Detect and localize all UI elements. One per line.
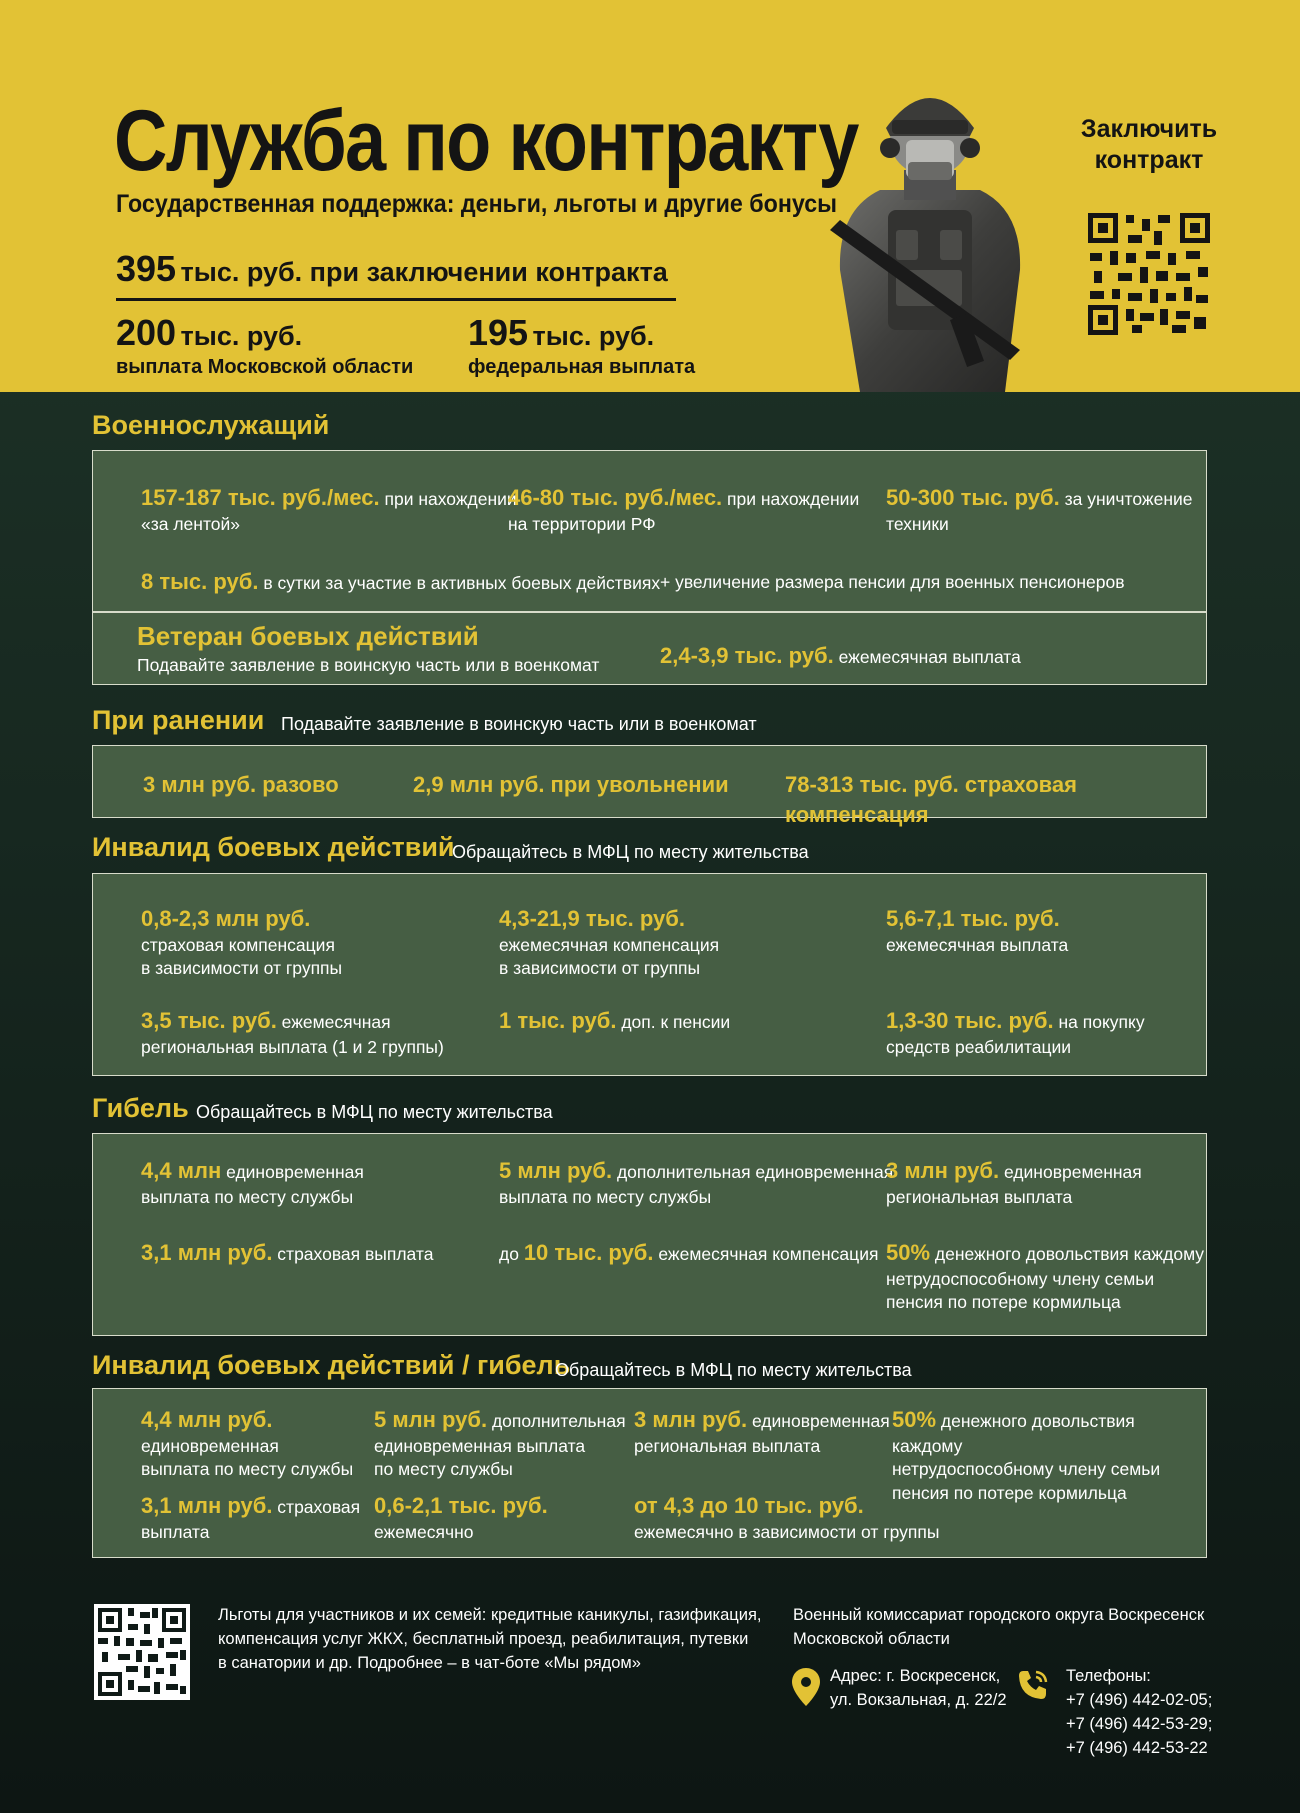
section-note-disabled-death: Обращайтесь в МФЦ по месту жительства [555, 1360, 912, 1380]
page-subtitle: Государственная поддержка: деньги, льготы и другие бонусы [116, 190, 838, 218]
address: Адрес: г. Воскресенск, ул. Вокзальная, д. 22/2 [830, 1667, 1007, 1709]
benefit-item: 0,8-2,3 млн руб. страховая компенсация в зависимости от группы [141, 906, 343, 979]
main-payment [116, 248, 668, 290]
benefit-item: от 4,3 до 10 тыс. руб. ежемесячно в зависимости от группы [634, 1493, 940, 1542]
section-title-disabled-death: Инвалид боевых действий / гибель [92, 1350, 571, 1380]
section-title-serviceman: Военнослужащий [92, 410, 330, 440]
benefit-item: 5 млн руб. дополнительная единовременная выплата по месту службы [499, 1158, 894, 1207]
federal-payment-text: федеральная выплата [468, 356, 696, 378]
box-divider [93, 611, 1206, 613]
section-title-death: Гибель [92, 1093, 189, 1123]
organization-name: Военный комиссариат городского округа Воскресенск Московской области [793, 1606, 1205, 1648]
page-title: Служба по контракту [114, 93, 858, 189]
phone-icon [1016, 1668, 1050, 1702]
regional-payment-amount: 200 [116, 312, 177, 353]
federal-payment-amount: 195 [468, 312, 529, 353]
benefit-item: 2,4-3,9 тыс. руб. ежемесячная выплата [660, 643, 1021, 668]
section-note-disabled: Обращайтесь в МФЦ по месту жительства [452, 842, 809, 862]
serviceman-box [92, 450, 1207, 685]
benefit-item: 50% денежного довольствия каждому нетрудоспособному члену семьи пенсия по потере кормильца [892, 1407, 1161, 1503]
disabled-death-box [92, 1388, 1207, 1558]
benefit-item: 3 млн руб. единовременная региональная выплата [634, 1407, 890, 1456]
header-banner [0, 0, 1300, 392]
section-note-death: Обращайтесь в МФЦ по месту жительства [196, 1102, 553, 1122]
benefit-item: 8 тыс. руб. в сутки за участие в активных боевых действиях [141, 569, 661, 594]
veteran-title: Ветеран боевых действий [137, 621, 479, 651]
benefit-item: 3,1 млн руб. страховая выплата [141, 1240, 434, 1265]
qr-code-icon[interactable] [94, 1604, 190, 1700]
federal-payment-unit: тыс. руб. [532, 321, 655, 351]
phone-number[interactable]: +7 (496) 442-02-05; [1066, 1690, 1213, 1709]
regional-payment-unit: тыс. руб. [180, 321, 303, 351]
benefit-item: 4,3-21,9 тыс. руб. ежемесячная компенсация в зависимости от группы [499, 906, 720, 979]
benefit-item: 2,9 млн руб. при увольнении [413, 772, 729, 797]
benefit-item: + увеличение размера пенсии для военных пенсионеров [660, 572, 1125, 592]
benefit-item: 78-313 тыс. руб. страховая компенсация [785, 772, 1077, 827]
section-title-wounded: При ранении [92, 705, 265, 735]
section-title-disabled: Инвалид боевых действий [92, 832, 455, 862]
benefit-item: 3 млн руб. разово [143, 772, 339, 797]
benefit-item: 5,6-7,1 тыс. руб. ежемесячная выплата [886, 906, 1069, 955]
location-pin-icon [792, 1668, 820, 1706]
benefit-item: 1 тыс. руб. доп. к пенсии [499, 1008, 731, 1033]
benefits-info: Льготы для участников и их семей: кредитные каникулы, газификация, компенсация услуг ЖКХ, бесплатный проезд, реабилитация, путевки в санатории и др. Подробнее – в чат-боте «Мы рядом» [218, 1606, 762, 1672]
cta-line-2: контракт [1094, 146, 1204, 175]
cta-sign-contract [1078, 114, 1220, 177]
benefit-item: 50% денежного довольствия каждому нетрудоспособному члену семьи пенсия по потере кормильца [886, 1240, 1205, 1313]
main-payment-amount: 395 [116, 248, 177, 289]
benefit-item: 3,5 тыс. руб. ежемесячная региональная выплата (1 и 2 группы) [141, 1008, 444, 1057]
benefit-item: до 10 тыс. руб. ежемесячная компенсация [499, 1240, 879, 1265]
veteran-block [137, 619, 599, 678]
main-payment-text: тыс. руб. при заключении контракта [180, 257, 668, 287]
death-box [92, 1133, 1207, 1336]
benefit-item: 0,6-2,1 тыс. руб. ежемесячно [374, 1493, 548, 1542]
qr-code-icon[interactable] [1088, 213, 1210, 335]
benefit-item: 157-187 тыс. руб./мес. при нахождении «за лентой» [141, 485, 517, 534]
header-divider [116, 298, 676, 301]
cta-line-1: Заключить [1080, 115, 1218, 143]
benefit-item: 3 млн руб. единовременная региональная выплата [886, 1158, 1142, 1207]
benefit-item: 4,4 млн единовременная выплата по месту службы [141, 1158, 364, 1207]
federal-payment [468, 312, 695, 379]
phone-number[interactable]: +7 (496) 442-53-22 [1066, 1738, 1208, 1757]
phones-label: Телефоны: [1066, 1667, 1151, 1685]
soldier-photo [800, 70, 1060, 392]
section-note-wounded: Подавайте заявление в воинскую часть или в военкомат [281, 714, 757, 734]
benefit-item: 46-80 тыс. руб./мес. при нахождении на территории РФ [508, 485, 860, 534]
disabled-box [92, 873, 1207, 1076]
wounded-box [92, 745, 1207, 827]
veteran-note: Подавайте заявление в воинскую часть или в военкомат [137, 655, 600, 676]
regional-payment [116, 312, 413, 379]
phone-number[interactable]: +7 (496) 442-53-29; [1066, 1714, 1213, 1733]
regional-payment-text: выплата Московской области [116, 356, 414, 378]
benefit-item: 1,3-30 тыс. руб. на покупку средств реабилитации [886, 1008, 1145, 1057]
benefit-item: 3,1 млн руб. страховая выплата [141, 1493, 361, 1542]
benefit-item: 50-300 тыс. руб. за уничтожение техники [886, 485, 1193, 534]
phones [1066, 1665, 1212, 1761]
benefit-item: 4,4 млн руб. единовременная выплата по месту службы [141, 1407, 354, 1480]
benefit-item: 5 млн руб. дополнительная единовременная выплата по месту службы [374, 1407, 626, 1480]
